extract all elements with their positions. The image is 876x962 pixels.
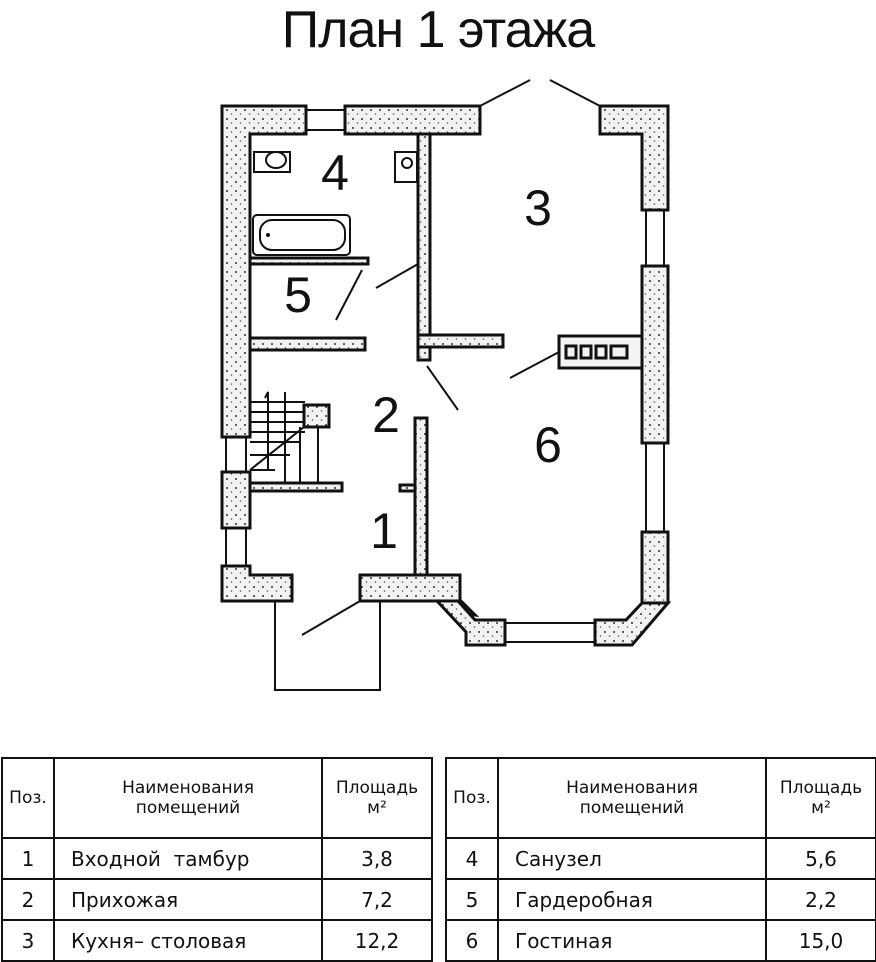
table-row: 4 Санузел 5,6 [446,838,876,879]
table-row: 1 Входной тамбур 3,8 [2,838,432,879]
room-table-right [445,757,876,962]
room-label-4: 4 [321,145,349,201]
interior-walls [250,134,642,575]
header-area: Площадь м² [322,758,432,838]
header-area: Площадь м² [766,758,876,838]
header-name: Наименования помещений [498,758,766,838]
table-row: 6 Гостиная 15,0 [446,920,876,961]
room-label-6: 6 [534,417,562,473]
room-table-left [1,757,433,962]
room-label-2: 2 [372,387,400,443]
header-pos: Поз. [2,758,54,838]
table-row: 5 Гардеробная 2,2 [446,879,876,920]
header-pos: Поз. [446,758,498,838]
table-row: 3 Кухня– столовая 12,2 [2,920,432,961]
room-label-5: 5 [284,267,312,323]
header-name: Наименования помещений [54,758,322,838]
exterior-walls [222,106,668,645]
entrance-porch [275,601,380,690]
room-label-3: 3 [524,180,552,236]
table-row: 2 Прихожая 7,2 [2,879,432,920]
plan-title: План 1 этажа [281,1,595,59]
room-label-1: 1 [370,503,398,559]
